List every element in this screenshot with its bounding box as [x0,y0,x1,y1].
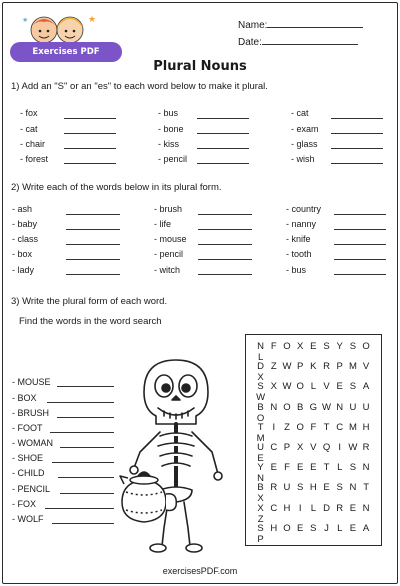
q3-subinstruction: Find the words in the word search [19,316,162,327]
word-search-letter[interactable]: W [282,361,292,373]
word-search-letter[interactable]: K [310,361,317,373]
word-search-letter[interactable]: H [270,522,278,534]
word-search-letter[interactable]: D [323,502,330,514]
q2-word: - brush [154,204,183,214]
word-search-row [254,422,381,444]
page-title: Plural Nouns [153,59,247,74]
word-search-letter[interactable]: E [336,381,343,393]
word-search-letter[interactable]: H [309,482,317,494]
answer-line[interactable] [66,214,120,215]
q3-word: - FOOT [12,423,43,433]
q2-word: - nanny [286,219,317,229]
word-search-letter[interactable]: X [257,502,264,514]
word-search-letter[interactable]: Z [284,421,290,433]
word-search-letter[interactable]: X [270,381,277,393]
q3-word: - MOUSE [12,377,51,387]
word-search-letter[interactable]: F [284,462,290,474]
word-search-letter[interactable]: E [257,453,264,464]
q2-word: - box [12,249,33,259]
word-search-letter[interactable]: U [283,482,291,494]
answer-line[interactable] [197,163,249,164]
answer-line[interactable] [60,493,114,494]
word-search-letter[interactable]: V [323,381,330,393]
word-search-letter[interactable]: U [257,442,265,453]
word-search-letter[interactable]: H [362,421,370,433]
q2-word: - pencil [154,249,184,259]
footer-site[interactable]: exercisesPDF.com [162,566,238,576]
q3-word: - BRUSH [12,408,50,418]
answer-line[interactable] [198,229,252,230]
word-search-letter[interactable]: L [310,502,316,514]
word-search-letter[interactable]: N [257,473,265,485]
word-search-letter[interactable]: I [272,421,276,433]
q3-word: - CHILD [12,468,45,478]
word-search-letter[interactable]: Z [270,361,277,373]
answer-line[interactable] [334,229,386,230]
word-search-letter[interactable]: L [257,352,264,363]
name-label: Name: [238,20,268,31]
answer-line[interactable] [334,244,386,245]
q1-word: - wish [291,154,315,164]
word-search-letter[interactable]: S [296,482,304,494]
word-search-letter[interactable]: N [362,462,370,474]
word-search-letter[interactable]: E [296,522,304,534]
word-search-letter[interactable]: Q [322,442,331,453]
q1-word: - glass [291,139,318,149]
word-search-letter[interactable]: U [349,401,357,413]
word-search-letter[interactable]: T [323,421,330,433]
word-search-letter[interactable]: O [283,522,291,534]
q3-word: - PENCIL [12,484,51,494]
word-search-letter[interactable]: G [309,401,318,413]
word-search-letter[interactable]: I [338,442,342,453]
word-search-row [254,381,381,403]
answer-line[interactable] [198,259,252,260]
q3-word: - WOMAN [12,438,53,448]
word-search-letter[interactable]: J [324,522,329,534]
skeleton-illustration [116,352,236,554]
word-search-letter[interactable]: T [363,482,369,494]
word-search-letter[interactable]: M [348,421,357,433]
word-search-letter[interactable]: A [362,522,370,534]
word-search-letter[interactable]: E [323,482,330,494]
answer-line[interactable] [197,148,249,149]
word-search-letter[interactable]: N [257,341,265,352]
q2-word: - tooth [286,249,312,259]
word-search-letter[interactable]: Y [336,341,343,352]
answer-line[interactable] [198,214,252,215]
word-search-letter[interactable]: S [257,522,264,534]
word-search-letter[interactable]: O [296,381,304,393]
q1-word: - bone [158,124,184,134]
q1-word: - forest [20,154,49,164]
word-search-letter[interactable]: S [336,482,343,494]
word-search-letter[interactable]: S [349,462,357,474]
answer-line[interactable] [45,508,114,509]
word-search-letter[interactable]: M [256,432,265,444]
answer-line[interactable] [64,133,116,134]
word-search-letter[interactable]: Z [257,513,264,525]
word-search-letter[interactable]: S [349,341,357,352]
word-search-letter[interactable]: R [362,442,370,453]
q1-word: - fox [20,108,38,118]
word-search-letter[interactable]: O [256,412,265,424]
q2-word: - baby [12,219,38,229]
word-search-letter[interactable]: M [348,361,357,373]
q2-word: - country [286,204,322,214]
word-search-letter[interactable]: S [257,381,264,393]
word-search-row [254,402,381,424]
word-search-letter[interactable]: R [270,482,278,494]
word-search-letter[interactable]: B [296,401,304,413]
word-search-letter[interactable]: X [257,493,264,505]
word-search-letter[interactable]: D [257,361,265,373]
answer-line[interactable] [66,259,120,260]
answer-line[interactable] [66,229,120,230]
q2-instruction: 2) Write each of the words below in its plural form. [11,182,222,193]
word-search-letter[interactable]: E [310,341,317,352]
word-search-letter[interactable]: E [310,462,317,474]
word-search-letter[interactable]: B [257,482,264,494]
word-search-letter[interactable]: U [362,401,370,413]
word-search-letter[interactable]: A [362,381,370,393]
answer-line[interactable] [334,274,386,275]
word-search-letter[interactable]: O [296,421,304,433]
word-search-letter[interactable]: N [349,482,357,494]
answer-line[interactable] [52,523,114,524]
q1-word: - exam [291,124,319,134]
answer-line[interactable] [198,274,252,275]
word-search-letter[interactable]: V [310,442,317,453]
answer-line[interactable] [197,118,249,119]
q2-word: - knife [286,234,311,244]
answer-line[interactable] [57,417,114,418]
word-search-letter[interactable]: E [349,522,357,534]
word-search-letter[interactable]: W [256,392,266,404]
q1-word: - pencil [158,154,188,164]
answer-line[interactable] [64,163,116,164]
word-search-row [254,462,381,484]
word-search-letter[interactable]: L [337,462,343,474]
answer-line[interactable] [331,163,383,164]
word-search-letter[interactable]: S [349,381,357,393]
word-search-letter[interactable]: L [310,381,316,393]
answer-line[interactable] [58,477,114,478]
word-search-letter[interactable]: X [296,341,304,352]
word-search-letter[interactable]: P [283,442,291,453]
word-search-letter[interactable]: E [296,462,304,474]
word-search-letter[interactable]: P [336,361,343,373]
answer-line[interactable] [198,244,252,245]
answer-line[interactable] [50,432,114,433]
word-search-letter[interactable]: B [257,401,264,413]
answer-line[interactable] [60,447,114,448]
svg-text:★: ★ [88,15,97,25]
q3-word: - WOLF [12,514,44,524]
word-search-letter[interactable]: E [270,462,277,474]
answer-line[interactable] [331,148,383,149]
q1-word: - cat [291,108,309,118]
word-search-letter[interactable]: S [310,522,317,534]
q2-word: - mouse [154,234,187,244]
answer-line[interactable] [57,386,114,387]
answer-line[interactable] [66,244,120,245]
answer-line[interactable] [334,214,386,215]
word-search-letter[interactable]: L [337,522,343,534]
word-search-letter[interactable]: Y [257,462,264,474]
word-search-letter[interactable]: I [298,502,302,514]
word-search-row [254,341,381,363]
word-search-letter[interactable]: N [336,401,344,413]
word-search-letter[interactable]: C [270,502,278,514]
q3-word: - SHOE [12,453,44,463]
word-search-letter[interactable]: H [283,502,291,514]
word-search-letter[interactable]: O [283,401,291,413]
word-search-letter[interactable]: C [336,421,344,433]
word-search-letter[interactable]: R [323,361,330,373]
word-search-letter[interactable]: P [257,533,264,545]
q3-instruction: 3) Write the plural form of each word. [11,296,168,307]
word-search-row [254,361,381,383]
q3-word: - FOX [12,499,36,509]
answer-line[interactable] [66,274,120,275]
word-search-letter[interactable]: W [282,381,292,393]
date-field[interactable] [238,36,358,48]
q1-word: - chair [20,139,46,149]
word-search-row [254,523,381,545]
exercises-pdf-logo [10,12,122,62]
date-label: Date: [238,37,262,48]
word-search-letter[interactable]: P [296,361,304,373]
word-search-letter[interactable]: S [323,341,330,352]
word-search-letter[interactable]: N [362,502,370,514]
word-search-letter[interactable]: W [348,442,358,453]
answer-line[interactable] [334,259,386,260]
word-search-letter[interactable]: X [296,442,304,453]
q1-word: - kiss [158,139,179,149]
word-search-letter[interactable]: V [362,361,370,373]
word-search-letter[interactable]: W [322,401,332,413]
word-search-letter[interactable]: C [270,442,278,453]
word-search-letter[interactable]: R [336,502,344,514]
word-search-letter[interactable]: T [257,421,264,433]
answer-line[interactable] [331,118,383,119]
word-search-letter[interactable]: F [270,341,277,352]
answer-line[interactable] [197,133,249,134]
answer-line[interactable] [331,133,383,134]
word-search-letter[interactable]: F [310,421,317,433]
word-search-row [254,442,381,464]
q2-word: - ash [12,204,33,214]
answer-line[interactable] [47,402,114,403]
q1-word: - bus [158,108,179,118]
svg-text:★: ★ [22,16,29,24]
q2-word: - class [12,234,39,244]
word-search-letter[interactable]: O [283,341,291,352]
name-line [267,19,363,28]
q2-word: - bus [286,265,307,275]
answer-line[interactable] [64,118,116,119]
word-search-letter[interactable]: X [257,372,264,384]
answer-line[interactable] [64,148,116,149]
q2-word: - lady [12,265,35,275]
logo-banner: Exercises PDF [10,42,122,62]
word-search-letter[interactable]: O [362,341,370,352]
q1-word: - cat [20,124,38,134]
q2-word: - witch [154,265,181,275]
word-search-letter[interactable]: N [270,401,278,413]
word-search-row [254,482,381,504]
q2-word: - life [154,219,172,229]
word-search-letter[interactable]: T [323,462,330,474]
q1-instruction: 1) Add an "S" or an "es" to each word below to make it plural. [11,81,268,92]
date-line [262,36,358,45]
word-search-row [254,503,381,525]
word-search-grid [245,334,382,546]
kids-logo-icon [22,12,97,46]
answer-line[interactable] [52,462,114,463]
name-field[interactable] [238,19,363,31]
q3-word: - BOX [12,393,37,403]
word-search-letter[interactable]: E [349,502,357,514]
